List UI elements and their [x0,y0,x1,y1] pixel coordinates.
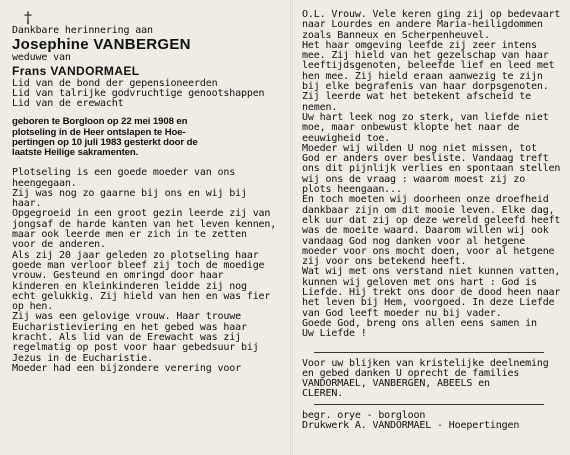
thanks-block [302,359,566,400]
text-line: En toch moeten wij doorheen onze droefheid [302,194,549,206]
text-line: van God leeft moeder nu bij vader. [302,307,502,319]
text-line: vandaag God nog danken voor al hetgene [302,235,526,247]
text-line: dankbaar zijn om dit mooie leven. Elke dag, [302,204,555,216]
text-line: zoals Banneux en Scherpenheuvel. [302,29,490,41]
dates-line: pertingen op 10 juli 1983 gesterkt door de [12,136,198,148]
dates-line: plotseling in de Heer ontslapen te Hoe- [12,126,186,138]
left-panel [12,10,284,449]
text-line: kinderen en kleinkinderen leidde zij nog [12,280,247,292]
cross-icon: † [24,8,32,27]
text-line: Liefde. Hij trekt ons door de dood heen naar [302,287,561,299]
widow-of-text: weduwe van [12,52,71,64]
text-line: op hen. [12,301,54,313]
text-line: vrouw. Gesteund en omringd door haar [12,270,224,282]
text-line: echt gelukkig. Zij hield van hen en was fier [12,290,271,302]
text-line: mee. Zij hield van het gezelschap van haar [302,50,549,62]
spouse-name: Frans VANDORMAEL [12,63,140,78]
thanks-line: VANDORMAEL, VANBERGEN, ABEELS en [302,378,490,390]
text-line: jongsaf de harde kanten van het leven kennen, [12,218,277,230]
text-line: Uw Liefde ! [302,328,367,340]
text-line: regelmatig op post voor haar gebedsuur bij [12,342,259,354]
text-line: Wat wij met ons verstand niet kunnen vatten, [302,266,561,278]
text-line: Jezus in de Eucharistie. [12,352,153,364]
membership-line: Lid van de bond der gepensioneerden [12,77,218,89]
text-line: elk uur dat zij op deze wereld geleefd heeft [302,214,561,226]
text-line: Moeder had een bijzondere verering voor [12,362,241,374]
text-line: goede man verloor bleef zij toch de moedige [12,259,265,271]
text-line: Zij was een gelovige vrouw. Haar trouwe [12,311,241,323]
text-line: hen mee. Zij hield eraan aanwezig te zijn [302,70,543,82]
text-line: Opgegroeid in een groot gezin leerde zij van [12,208,271,220]
membership-line: Lid van talrijke godvruchtige genootshappen [12,87,265,99]
text-line: wij ons de vraag : waarom moest zij zo [302,173,526,185]
divider [314,404,544,405]
text-line: moeder voor ons mocht doen, voor al hetgene [302,245,555,257]
text-line: kracht. Als lid van de Erewacht was zij [12,332,241,344]
divider [314,352,544,353]
card-fold [290,0,293,455]
text-line: Als zij 20 jaar geleden zo plotseling haar [12,249,259,261]
text-line: God er anders over besliste. Vandaag treft [302,153,549,165]
text-line: moe, maar onbewust klopte het naar de [302,122,520,134]
text-line: zij voor ons betekend heeft. [302,256,467,268]
text-line: was de moeite waard. Daarom willen wij ook [302,225,549,237]
text-line: het leven bij Hem, voorgoed. In deze Liefde [302,297,555,309]
text-line: naar Lourdes en andere Maria-heiligdommen [302,19,543,31]
text-line: bij elke begrafenis van haar dorpsgenoten. [302,81,549,93]
membership-line: Lid van de erewacht [12,98,124,110]
text-line: maar ook leerde men er zich in te zetten [12,229,247,241]
deceased-name: Josephine VANBERGEN [12,36,191,54]
text-line: kunnen wij geloven met ons hart : God is [302,276,537,288]
right-panel [302,10,566,449]
thanks-line: Voor uw blijken van kristelijke deelneming [302,357,549,369]
text-line: Moeder wij wilden U nog niet missen, tot [302,142,537,154]
text-line: Zij leerde wat het betekent afscheid te [302,91,531,103]
thanks-line: en gebed danken U oprecht de families [302,367,520,379]
footer-line: Drukwerk A. VANDORMAEL - Hoepertingen [302,419,520,431]
dates-line: geboren te Borgloon op 22 mei 1908 en [12,116,188,128]
text-line: Uw hart leek nog zo sterk, van liefde niet [302,111,549,123]
text-line: Het haar omgeving leefde zij zeer intens [302,39,537,51]
text-line: plots heengaan... [302,184,402,196]
text-line: Eucharistieviering en het gebed was haar [12,321,247,333]
text-line: O.L. Vrouw. Vele keren ging zij op bedevaart [302,9,561,20]
text-line: Goede God, breng ons allen eens samen in [302,317,537,329]
text-line: voor de anderen. [12,239,106,251]
text-line: Plotseling is een goede moeder van ons [12,167,236,179]
text-line: ons dit pijnlijk verlies en spontaan stellen [302,163,561,175]
text-line: nemen. [302,101,338,113]
intro-text: Dankbare herinnering aan [12,25,153,36]
dates-line: laatste Heilige sakramenten. [12,147,139,159]
text-line: heengegaan. [12,177,77,189]
text-line: haar. [12,198,42,210]
text-line: leeftijdsgenoten, beleefde lief en leed met [302,60,555,72]
thanks-line: CLEREN. [302,388,344,400]
text-line: eeuwigheid toe. [302,132,391,144]
text-line: Zij was nog zo gaarne bij ons en wij bij [12,187,247,199]
footer-line: begr. orye - borgloon [302,409,426,421]
